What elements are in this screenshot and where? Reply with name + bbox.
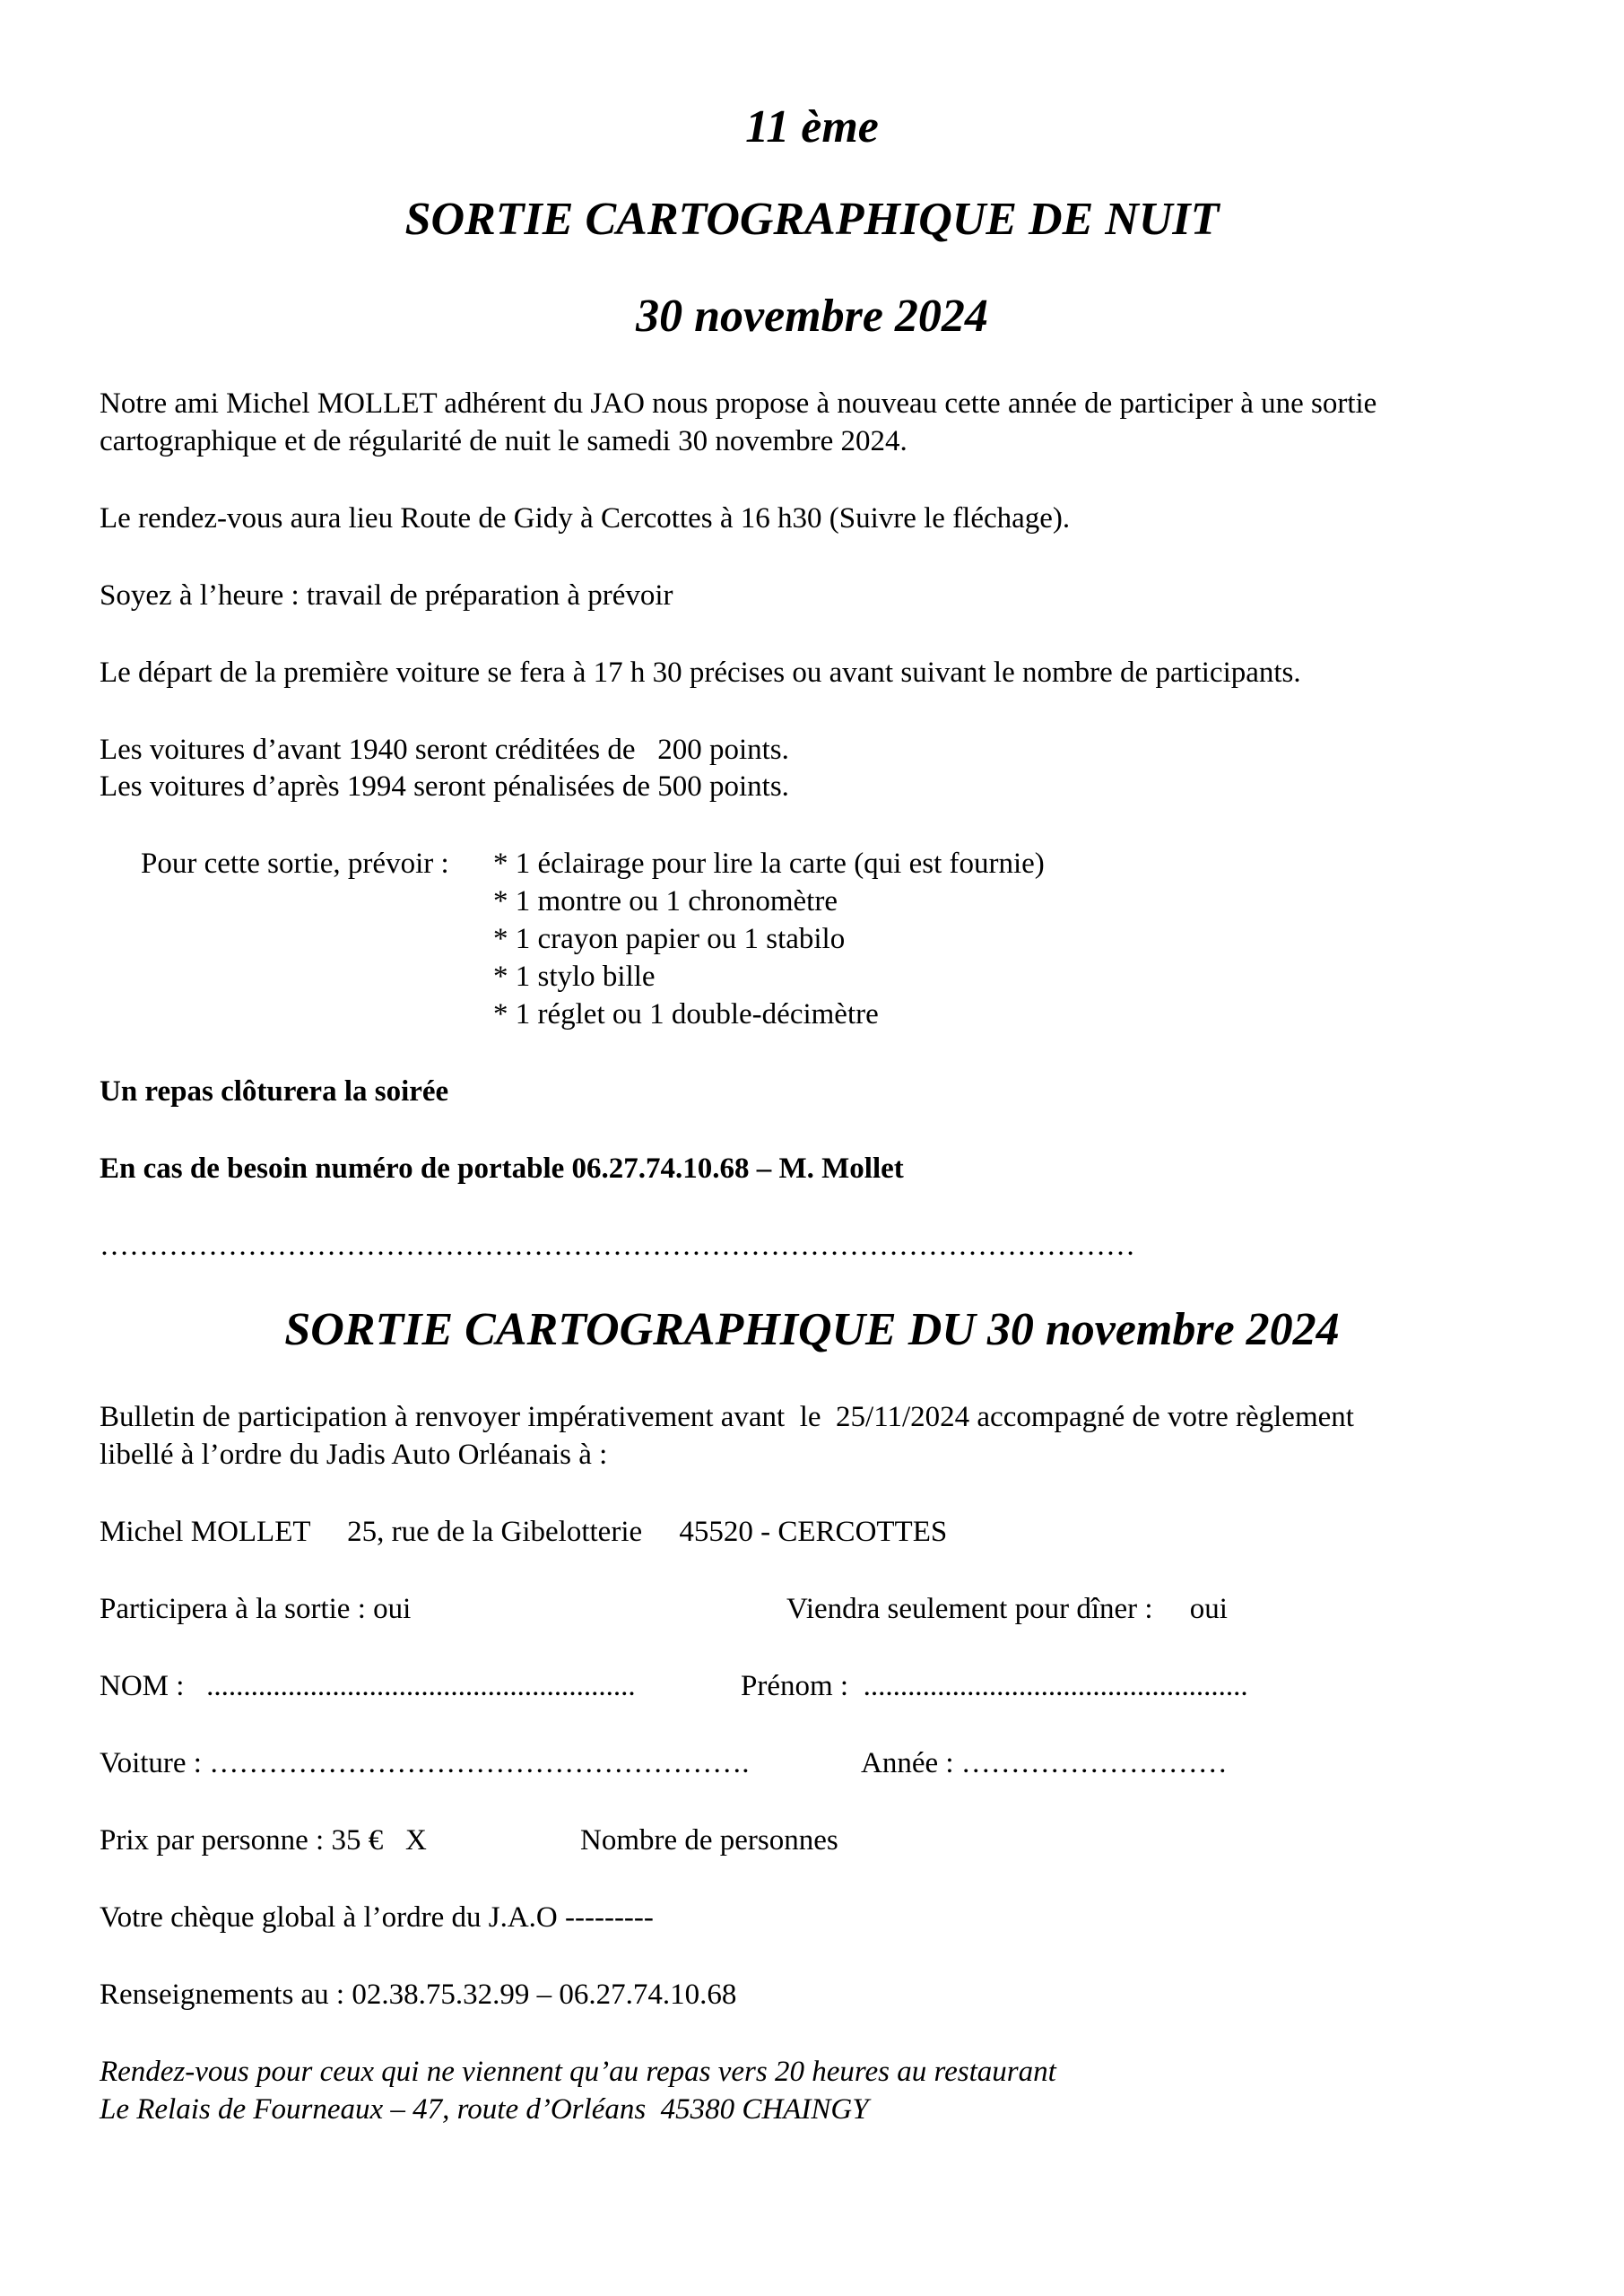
nom-field: NOM : .......................................................... xyxy=(100,1670,636,1702)
edition-heading: 11 ème xyxy=(745,101,879,152)
bulletin-line-2: libellé à l’ordre du Jadis Auto Orléanais à : xyxy=(100,1439,608,1471)
price-field: Prix par personne : 35 € X xyxy=(100,1824,427,1857)
scoring-line-2: Les voitures d’après 1994 seront pénalisées de 500 points. xyxy=(100,770,789,803)
annee-field: Année : ……………………… xyxy=(861,1747,1228,1779)
intro-line-2: cartographique et de régularité de nuit le samedi 30 novembre 2024. xyxy=(100,425,908,457)
participate-field: Participera à la sortie : oui xyxy=(100,1593,412,1625)
restaurant-line-2: Le Relais de Fourneaux – 47, route d’Orléans 45380 CHAINGY xyxy=(100,2093,869,2126)
scoring-line-1: Les voitures d’avant 1940 seront créditées de 200 points. xyxy=(100,734,789,766)
equipment-label: Pour cette sortie, prévoir : xyxy=(141,848,449,880)
main-title: SORTIE CARTOGRAPHIQUE DE NUIT xyxy=(404,194,1220,245)
event-date: 30 novembre 2024 xyxy=(636,291,988,342)
departure-text: Le départ de la première voiture se fera à 17 h 30 précises ou avant suivant le nombre de participants. xyxy=(100,657,1301,689)
restaurant-line-1: Rendez-vous pour ceux qui ne viennent qu’au repas vers 20 heures au restaurant xyxy=(100,2056,1056,2088)
cheque-field: Votre chèque global à l’ordre du J.A.O --------- xyxy=(100,1901,654,1934)
mailing-address: Michel MOLLET 25, rue de la Gibelotterie 45520 - CERCOTTES xyxy=(100,1516,948,1548)
intro-line-1: Notre ami Michel MOLLET adhérent du JAO nous propose à nouveau cette année de participer à une sortie xyxy=(100,387,1377,420)
persons-field: Nombre de personnes xyxy=(580,1824,838,1857)
bulletin-line-1: Bulletin de participation à renvoyer impérativement avant le 25/11/2024 accompagné de votre règlement xyxy=(100,1401,1354,1433)
separator-line: …………………………………………………………………………………………… xyxy=(100,1230,1135,1262)
equipment-item: * 1 réglet ou 1 double-décimètre xyxy=(493,998,879,1031)
equipment-item: * 1 crayon papier ou 1 stabilo xyxy=(493,923,846,955)
voiture-field: Voiture : ………………………………………………. xyxy=(100,1747,750,1779)
info-phone: Renseignements au : 02.38.75.32.99 – 06.27.74.10.68 xyxy=(100,1979,737,2011)
dinner-only-field: Viendra seulement pour dîner : oui xyxy=(786,1593,1228,1625)
equipment-item: * 1 montre ou 1 chronomètre xyxy=(493,885,838,918)
meal-note: Un repas clôturera la soirée xyxy=(100,1075,449,1108)
rendezvous-text: Le rendez-vous aura lieu Route de Gidy à Cercottes à 16 h30 (Suivre le fléchage). xyxy=(100,502,1071,535)
equipment-item: * 1 éclairage pour lire la carte (qui est fournie) xyxy=(493,848,1045,880)
equipment-item: * 1 stylo bille xyxy=(493,961,656,993)
contact-note: En cas de besoin numéro de portable 06.27.74.10.68 – M. Mollet xyxy=(100,1152,904,1185)
form-title: SORTIE CARTOGRAPHIQUE DU 30 novembre 2024 xyxy=(284,1304,1340,1355)
prenom-field: Prénom : .................................................... xyxy=(741,1670,1248,1702)
punctuality-text: Soyez à l’heure : travail de préparation à prévoir xyxy=(100,579,673,612)
